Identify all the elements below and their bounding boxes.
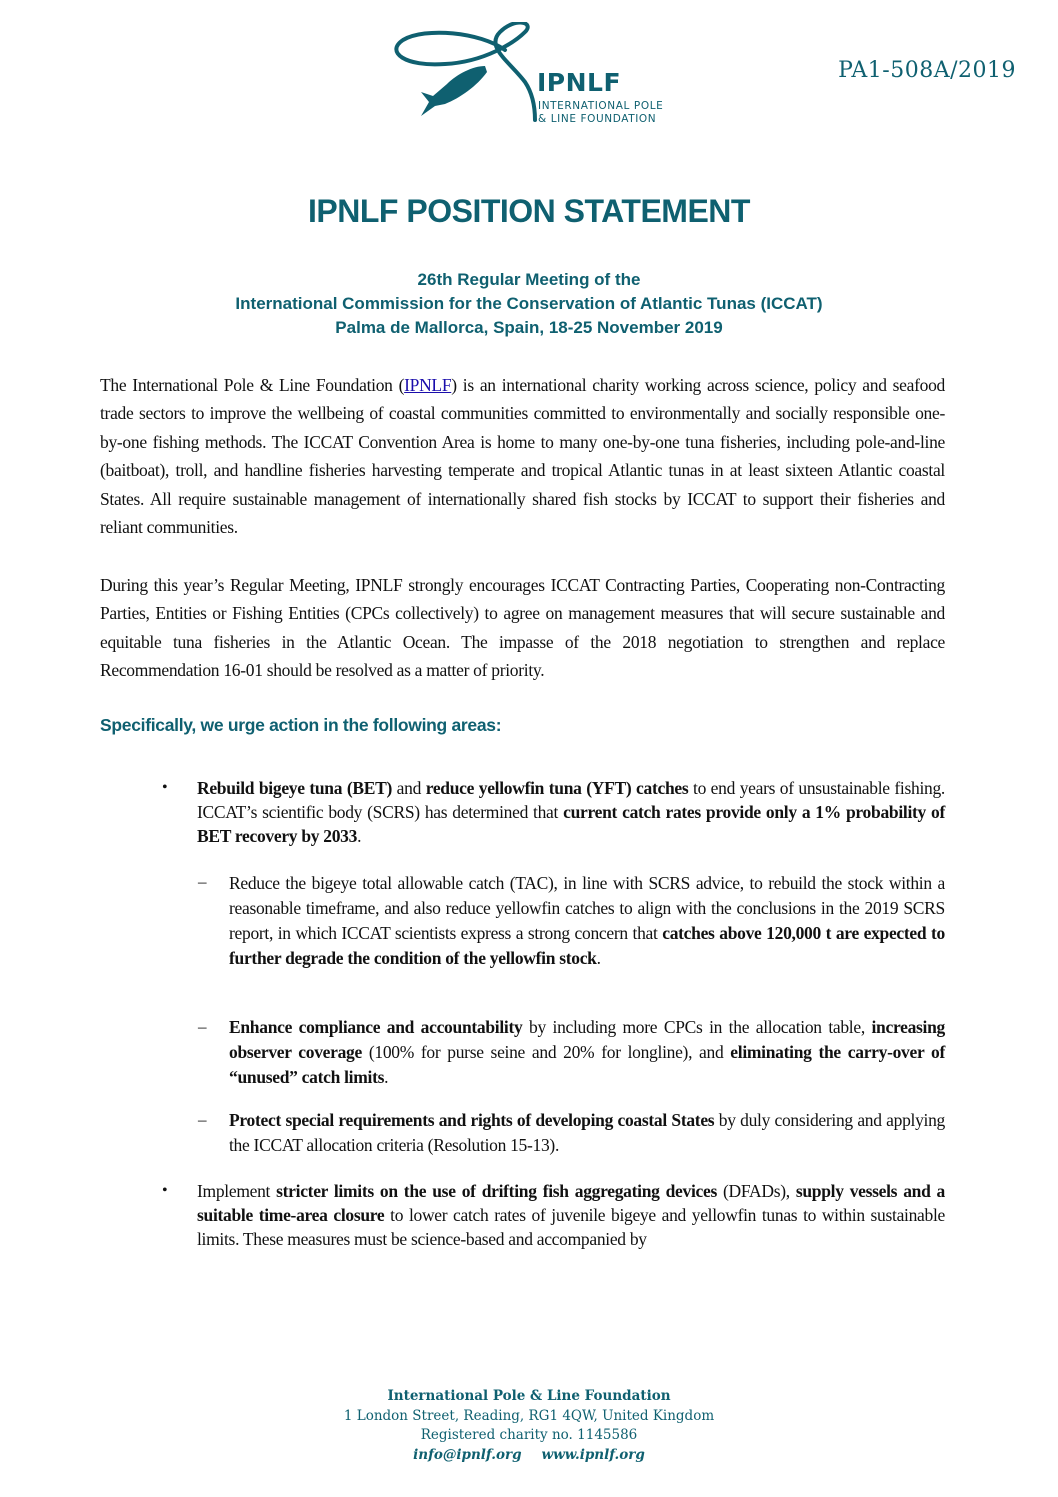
intro-paragraph (100, 371, 945, 541)
meeting-subtitle (0, 268, 1058, 340)
intro-text-start: The International Pole & Line Foundation ( (100, 375, 405, 395)
text: Reduce the bigeye total allowable catch (TAC), in line with SCRS advice, to rebuild the stock within a reasonable timeframe, and also reduce yellowfin catches to align with the conclusions in the 2019 SCRS report, in which ICCAT scientists express a strong concern that (229, 873, 945, 943)
footer-email[interactable]: info@ipnlf.org (413, 1446, 522, 1463)
bullet-marker: • (162, 779, 168, 796)
sub-bullet-item (229, 871, 945, 971)
logo-name: IPNLF (537, 68, 622, 97)
sub-bullet-item (229, 1015, 945, 1090)
document-code: PA1-508A/2019 (838, 58, 1016, 83)
footer-address: 1 London Street, Reading, RG1 4QW, United Kingdom (343, 1407, 715, 1424)
text: to end years of unsustainable fishing. ICCAT’s scientific body (SCRS) has determined that (197, 778, 945, 822)
text: by including more CPCs in the allocation table, (522, 1017, 872, 1037)
text: . (357, 826, 362, 846)
text: . (596, 948, 601, 968)
page-title: IPNLF POSITION STATEMENT (308, 193, 750, 229)
ipnlf-link[interactable]: IPNLF (404, 375, 452, 395)
text: and (392, 778, 426, 798)
logo-subtitle-line2: & LINE FOUNDATION (538, 113, 657, 125)
section-heading: Specifically, we urge action in the following areas: (100, 715, 502, 735)
bullet-item (197, 1179, 945, 1251)
sub-bullet-marker: – (198, 1017, 207, 1036)
logo-subtitle-line1: INTERNATIONAL POLE (538, 100, 664, 112)
sub-bullet-item (229, 1108, 945, 1158)
footer-charity-number: Registered charity no. 1145586 (420, 1427, 638, 1443)
text: . (384, 1067, 389, 1087)
bold-text: reduce yellowfin tuna (YFT) catches (425, 778, 689, 798)
intro-text-end: ) is an international charity working across science, policy and seafood trade sectors to improve the wellbeing of coastal communities committed to environmentally and socially responsible one-by-one fishing methods. The ICCAT Convention Area is home to many one-by-one tuna fisheries, including pole-and-line (baitboat), troll, and handline fisheries harvesting temperate and tropical Atlantic tunas in at least sixteen Atlantic coastal States. All require sustainable management of internationally shared fish stocks by ICCAT to support their fisheries and reliant communities. (100, 375, 945, 538)
bold-text: supply vessels and a suitable time-area closure (197, 1181, 945, 1225)
bold-text: stricter limits on the use of drifting fish aggregating devices (276, 1181, 717, 1201)
ipnlf-logo (385, 22, 685, 127)
text: (100% for purse seine and 20% for longline), and (361, 1042, 731, 1062)
bold-text: current catch rates provide only a 1% probability of BET recovery by 2033 (197, 802, 945, 846)
bold-text: Enhance compliance and accountability (229, 1017, 523, 1037)
subtitle-line2: International Commission for the Conservation of Atlantic Tunas (ICCAT) (235, 294, 823, 313)
footer-org-name: International Pole & Line Foundation (387, 1388, 671, 1404)
bold-text: Protect special requirements and rights of developing coastal States (229, 1110, 715, 1130)
sub-bullet-marker: – (198, 872, 207, 891)
bullet-marker: • (162, 1182, 168, 1199)
text: by duly considering and applying the ICCAT allocation criteria (Resolution 15-13). (229, 1110, 945, 1155)
footer-contact (0, 1446, 1058, 1466)
subtitle-line3: Palma de Mallorca, Spain, 18-25 November 2019 (335, 318, 723, 337)
text: Implement (197, 1181, 277, 1201)
bullet-item (197, 776, 945, 848)
bold-text: eliminating the carry-over of “unused” catch limits (229, 1042, 945, 1087)
text: (DFADs), (716, 1181, 796, 1201)
footer-website[interactable]: www.ipnlf.org (541, 1446, 645, 1463)
bold-text: catches above 120,000 t are expected to further degrade the condition of the yellowfin stock (229, 923, 945, 968)
bold-text: increasing observer coverage (229, 1017, 945, 1062)
context-paragraph: During this year’s Regular Meeting, IPNLF strongly encourages ICCAT Contracting Parties, Cooperating non-Contracting Parties, Entities or Fishing Entities (CPCs collectively) to agree on management measures that will secure sustainable and equitable tuna fisheries in the Atlantic Ocean. The impasse of the 2018 negotiation to strengthen and replace Recommendation 16-01 should be resolved as a matter of priority. (100, 575, 945, 681)
sub-bullet-marker: – (198, 1110, 207, 1129)
page-footer (0, 1387, 1058, 1465)
subtitle-line1: 26th Regular Meeting of the (417, 270, 641, 289)
text: to lower catch rates of juvenile bigeye and yellowfin tunas to within sustainable limits. These measures must be science-based and accompanied by (197, 1205, 945, 1249)
bold-text: Rebuild bigeye tuna (BET) (197, 778, 393, 798)
